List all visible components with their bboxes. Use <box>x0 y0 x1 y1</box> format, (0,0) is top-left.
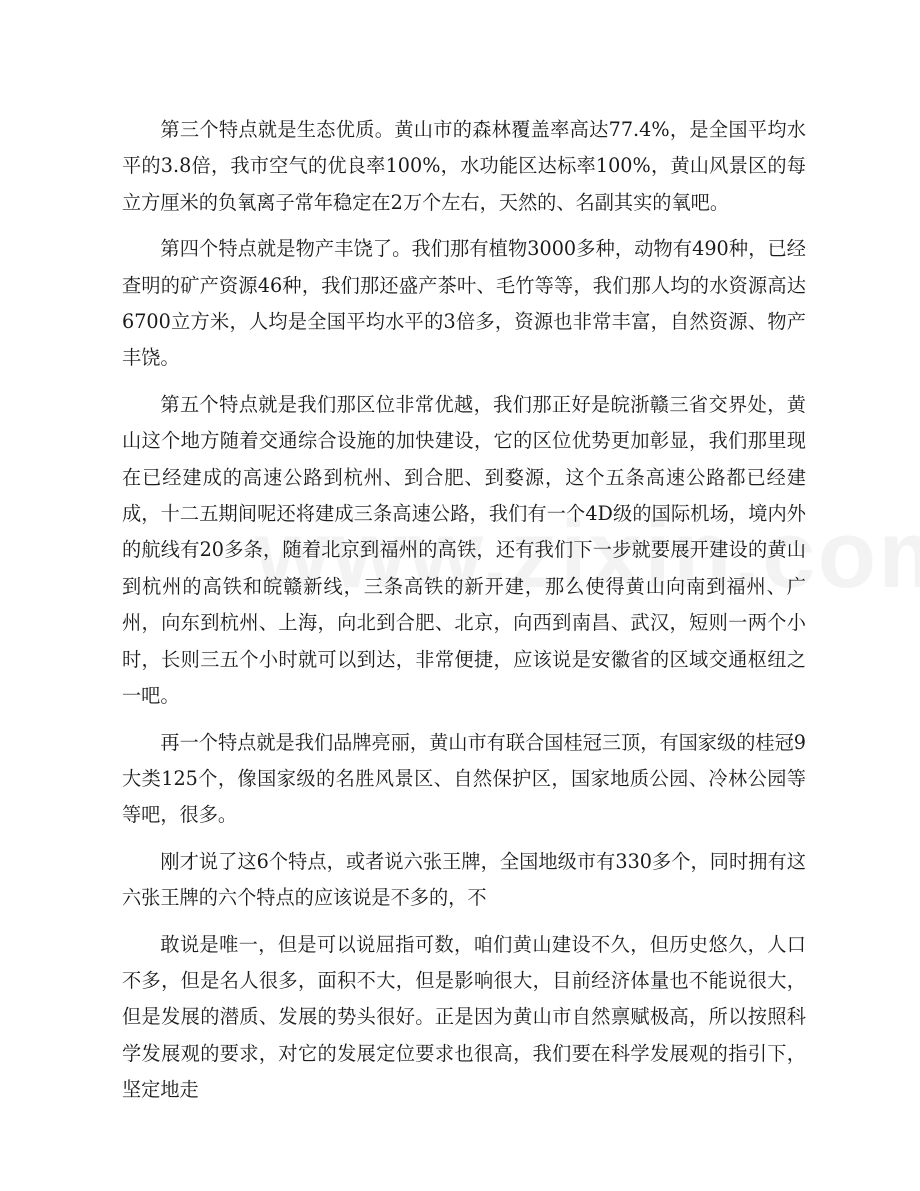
paragraph-ecology: 第三个特点就是生态优质。黄山市的森林覆盖率高达77.4%，是全国平均水平的3.8倍，我市空气的优良率100%，水功能区达标率100%，黄山风景区的每立方厘米的负氧离子常年稳定在2万个左右，天然的、名副其实的氧吧。 <box>122 118 806 214</box>
paragraph-development: 敢说是唯一，但是可以说屈指可数，咱们黄山建设不久，但历史悠久，人口不多，但是名人很多，面积不大，但是影响很大，目前经济体量也不能说很大，但是发展的潜质、发展的势头很好。正是因为黄山市自然禀赋极高，所以按照科学发展观的要求，对它的发展定位要求也很高，我们要在科学发展观的指引下，坚定地走 <box>122 932 806 1102</box>
paragraph-products: 第四个特点就是物产丰饶了。我们那有植物3000多种，动物有490种，已经查明的矿产资源46种，我们那还盛产茶叶、毛竹等等，我们那人均的水资源高达6700立方米，人均是全国平均水平的3倍多，资源也非常丰富，自然资源、物产丰饶。 <box>122 237 806 370</box>
document-body <box>122 112 806 1119</box>
paragraph-brand: 再一个特点就是我们品牌亮丽，黄山市有联合国桂冠三顶，有国家级的桂冠9大类125个，像国家级的名胜风景区、自然保护区，国家地质公园、冷林公园等等吧，很多。 <box>122 730 806 827</box>
paragraph-location: 第五个特点就是我们那区位非常优越，我们那正好是皖浙赣三省交界处，黄山这个地方随着交通综合设施的加快建设，它的区位优势更加彰显，我们那里现在已经建成的高速公路到杭州、到合肥、到婺源，这个五条高速公路都已经建成，十二五期间呢还将建成三条高速公路，我们有一个4D级的国际机场，境内外的航线有20多条，随着北京到福州的高铁，还有我们下一步就要展开建设的黄山到杭州的高铁和皖赣新线，三条高铁的新开建，那么使得黄山向南到福州、广州，向东到杭州、上海，向北到合肥、北京，向西到南昌、武汉，短则一两个小时，长则三五个小时就可以到达，非常便捷，应该说是安徽省的区域交通枢纽之一吧。 <box>122 392 806 708</box>
paragraph-six-features: 刚才说了这6个特点，或者说六张王牌，全国地级市有330多个，同时拥有这六张王牌的六个特点的应该说是不多的，不 <box>122 849 806 910</box>
